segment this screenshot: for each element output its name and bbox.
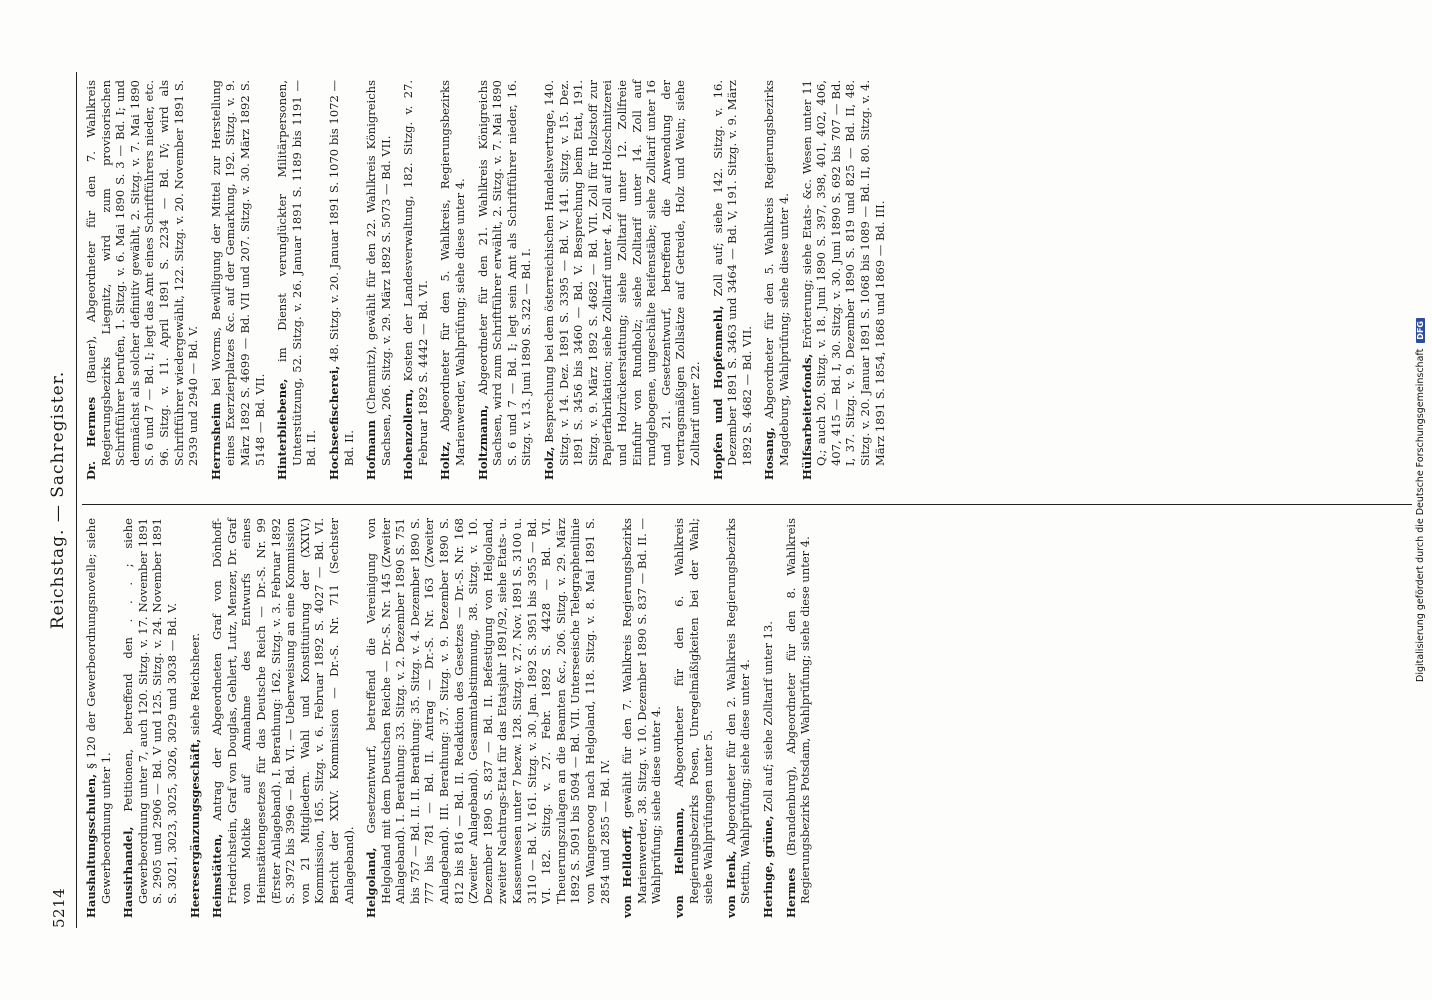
entry-keyword: Heringe, grüne, (760, 815, 775, 918)
entry-text: siehe Reichsheer. (187, 633, 202, 739)
entry-text: 48. Sitzg. v. 20. Januar 1891 S. 1070 bis 1072 — Bd. II. (326, 80, 356, 466)
entry-keyword: Haushaltungsschulen, (84, 773, 98, 918)
index-entry (121, 518, 179, 918)
entry-text: § 120 der Gewerbeordnungsnovelle; siehe Gewerbeordnung unter 1. (84, 518, 113, 904)
entry-keyword: Holz, (542, 446, 557, 480)
entry-text: gewählt für den 7. Wahlkreis Regierungsbezirks Marienwerder, 38. Sitzg. v. 10. Dezember 1890 S. 837 — Bd. II. — Wahlprüfung; siehe diese unter 4. (620, 518, 664, 904)
entry-text: Abgeordneter für den 2. Wahlkreis Regierungsbezirks Stettin, Wahlprüfung; siehe diese unter 4. (723, 518, 753, 904)
entry-keyword: Hohenzollern, (401, 388, 416, 480)
entry-keyword: Hermes (783, 867, 798, 918)
entry-keyword: Hausirhandel, (121, 826, 136, 918)
entry-keyword: Hinterbliebene, (275, 378, 290, 480)
left-column (84, 518, 821, 918)
page-number: 5214 (50, 887, 68, 928)
entry-text: Erörterung; siehe Etats- &c. Wesen unter 11 Q.; auch 20. Sitzg. v. 18. Juni 1890 S. 397, 398, 401, 402, 406, 407, 415 — Bd. I, 30. Sitzg. v. 30. Juni 1890 S. 692 bis 707 — Bd. I, 37. Sitzg. v. 9. Dezember 1890 S. 819 und 825 — Bd. II, 48. Sitzg. v. 20. Januar 1891 S. 1068 bis 1089 — Bd. II, 80. Sitzg. v. 4. März 1891 S. 1854, 1868 und 1869 — Bd. III. (799, 80, 887, 466)
entry-text: Besprechung bei dem österreichischen Handelsvertrage, 140. Sitzg. v. 14. Dez. 1891 S. 3395 — Bd. V. 141. Sitzg. v. 15. Dez. 1891 S. 3456 bis 3460 — Bd. V. Besprechung beim Etat, 191. Sitzg. v. 9. März 1892 S. 4682 — Bd. VII. Zoll für Holzstoff zur Papierfabrikation; siehe Zolltarif unter 4. Zoll auf Holzschnitzerei und Holzrückerstattung; siehe Zolltarif unter 12. Zollfreie Einfuhr von Rundholz; siehe Zolltarif unter 14. Zoll auf rundgebogene, ungeschälte Reifenstäbe; siehe Zolltarif unter 16 und 21. Gesetzentwurf, betreffend die Anwendung der vertragsmäßigen Zollsätze auf Getreide, Holz und Wein; siehe Zolltarif unter 22. (542, 80, 702, 466)
entry-keyword: Hopfen und Hopfenmehl, (710, 305, 725, 480)
index-entry (711, 80, 755, 480)
index-entry (327, 80, 356, 480)
entry-text: Gesetzentwurf, betreffend die Vereinigung von Helgoland mit dem Deutschen Reiche — Dr.-S. Nr. 145 (Zweiter Anlageband). I. Berathung: 33. Sitzg. v. 2. Dezember 1890 S. 751 bis 757 — Bd. II. II. Berathung: 35. Sitzg. v. 4. Dezember 1890 S. 777 bis 781 — Bd. II. Antrag — Dr.-S. Nr. 163 (Zweiter Anlageband). III. Berathung: 37. Sitzg. v. 9. Dezember 1890 S. 812 bis 816 — Bd. II. Redaktion des Gesetzes — Dr.-S. Nr. 168 (Zweiter Anlageband). Gesammtabstimmung, 38. Sitzg. v. 10. Dezember 1890 S. 837 — Bd. II. Befestigung von Helgoland, zweiter Nachtrags-Etat für das Etatsjahr 1891/92, siehe Etats- u. Kassenwesen unter 7 bezw. 128. Sitzg. v. 27. Nov. 1891 S. 3100 u. 3110 — Bd. V. 161. Sitzg. v. 30. Jan. 1892 S. 3951 bis 3955 — Bd. VI. 182. Sitzg. v. 27. Febr. 1892 S. 4428 — Bd. VI. Theuerungszulagen an die Beamten &c., 206. Sitzg. v. 29. März 1892 S. 5091 bis 5094 — Bd. VII. Unterseeische Telegraphenlinie von Wangerooog nach Helgoland, 118. Sitzg. v. 8. Mai 1891 S. 2854 und 2855 — Bd. IV. (364, 518, 612, 904)
entry-text: Abgeordneter für den 5. Wahlkreis Regierungsbezirks Magdeburg, Wahlprüfung; siehe diese unter 4. (762, 80, 791, 466)
column-divider (82, 504, 1412, 505)
entry-keyword: Hülfsarbeiterfonds, (799, 353, 814, 480)
entry-text: (Chemnitz), gewählt für den 22. Wahlkreis Königreichs Sachsen, 206. Sitzg. v. 29. März 1892 S. 5073 — Bd. VII. (364, 80, 393, 466)
index-entry (724, 518, 753, 918)
entry-text: (Brandenburg), Abgeordneter für den 8. Wahlkreis Regierungsbezirks Potsdam, Wahlprüfung; siehe diese unter 4. (783, 518, 813, 904)
index-entry (542, 80, 703, 480)
page-header (44, 72, 74, 928)
entry-keyword: Holtzmann, (475, 404, 490, 480)
entry-keyword: von Helldorff, (620, 825, 635, 918)
index-entry (188, 518, 203, 918)
entry-keyword: Dr. Hermes (84, 396, 98, 480)
entry-text: Zoll auf; siehe 142. Sitzg. v. 16. Dezember 1891 S. 3463 und 3464 — Bd. V, 191. Sitzg. v. 9. März 1892 S. 4682 — Bd. VII. (710, 80, 754, 466)
index-entry (275, 80, 319, 480)
entry-keyword: Helgoland, (364, 847, 379, 918)
entry-text: Petitionen, betreffend den . . . ; siehe Gewerbeordnung unter 7, auch 120. Sitzg. v. 17. November 1891 S. 2905 und 2906 — Bd. V und 125. Sitzg. v. 24. November 1891 S. 3021, 3023, 3025, 3026, 3029 und 3038 — Bd. V. (121, 518, 179, 904)
entry-keyword: Heeresergänzungsgeschäft, (187, 738, 202, 918)
digitization-credit (1415, 0, 1426, 1000)
index-entry (209, 80, 267, 480)
index-entry (784, 518, 813, 918)
entry-keyword: Holtz, (438, 441, 453, 480)
right-column (84, 80, 895, 480)
entry-keyword: Hofmann (364, 420, 379, 480)
index-entry (800, 80, 888, 480)
entry-keyword: Hosang, (762, 427, 777, 480)
dfg-logo: DFG (1416, 318, 1425, 343)
index-entry (620, 518, 664, 918)
entry-text: Zoll auf; siehe Zolltarif unter 13. (760, 621, 775, 816)
running-title: Reichstag. — Sachregister. (48, 370, 68, 630)
entry-text: Abgeordneter für den 6. Wahlkreis Regierungsbezirks Posen, Unregelmäßigkeiten bei der Wahl; siehe Wahlprüfungen unter 5. (671, 518, 716, 904)
index-entry (762, 80, 791, 480)
entry-keyword: von Hellmann, (671, 807, 686, 918)
index-entry (672, 518, 716, 918)
credit-text: Digitalisierung gefördert durch die Deutsche Forschungsgemeinschaft (1415, 348, 1426, 682)
entry-text: Antrag der Abgeordneten Graf von Dönhoff-Friedrichstein, Graf von Douglas, Gehlert, Lutz, Menzer, Dr. Graf von Moltke auf Annahme des Entwurfs eines Heimstättengesetzes für das Deutsche Reich — Dr.-S. Nr. 99 (Erster Anlageband). I. Berathung: 162. Sitzg. v. 3. Februar 1892 S. 3972 bis 3996 — Bd. VI. — Ueberweisung an eine Kommission von 21 Mitgliedern. Wahl und Konstituirung der (XXIV.) Kommission, 165. Sitzg. v. 6. Februar 1892 S. 4027 — Bd. VI. Bericht der XXIV. Kommission — Dr.-S. Nr. 711 (Sechster Anlageband). (210, 518, 356, 904)
entry-text: Kosten der Landesverwaltung, 182. Sitzg. v. 27. Februar 1892 S. 4442 — Bd. VI. (401, 80, 430, 466)
entry-text: (Bauer), Abgeordneter für den 7. Wahlkreis Regierungsbezirks Liegnitz, wird zum provisorischen Schriftführer berufen, 1. Sitzg. v. 6. Mai 1890 S. 3 — Bd. I; und demnächst als solcher definitiv gewählt, 2. Sitzg. v. 7. Mai 1890 S. 6 und 7 — Bd. I; legt das Amt eines Schriftführers nieder, etc. 96. Sitzg. v. 11. April 1891 S. 2234 — Bd. IV; wird als Schriftführer wiedergewählt, 122. Sitzg. v. 20. November 1891 S. 2939 und 2940 — Bd. V. (84, 79, 201, 466)
header-rule (76, 72, 77, 928)
entry-keyword: von Henk, (723, 850, 738, 918)
entry-text: Abgeordneter für den 5. Wahlkreis, Regierungsbezirks Marienwerder, Wahlprüfung; siehe diese unter 4. (438, 80, 468, 466)
index-entry (84, 80, 201, 480)
index-entry (364, 518, 612, 918)
index-entry (401, 80, 430, 480)
index-entry (210, 518, 356, 918)
entry-keyword: Hochseefischerei, (326, 365, 341, 480)
index-entry (476, 80, 534, 480)
entry-keyword: Heimstätten, (210, 833, 225, 918)
entry-text: Abgeordneter für den 21. Wahlkreis Königreichs Sachsen, wird zum Schriftführer erwählt, 2. Sitzg. v. 7. Mai 1890 S. 6 und 7 — Bd. I; legt sein Amt als Schriftführer nieder, 16. Sitzg. v. 13. Juni 1890 S. 322 — Bd. I. (475, 80, 534, 466)
index-entry (438, 80, 467, 480)
index-entry (364, 80, 393, 480)
index-entry (761, 518, 776, 918)
entry-text: im Dienst verunglückter Militärpersonen, Unterstützung, 52. Sitzg. v. 26. Januar 1891 S. 1189 bis 1191 — Bd. II. (275, 80, 319, 466)
entry-keyword: Herrnsheim (208, 402, 223, 480)
entry-text: bei Worms, Bewilligung der Mittel zur Herstellung eines Exerzierplatzes &c. auf der Gemarkung, 192. Sitzg. v. 9. März 1892 S. 4699 — Bd. VII und 207. Sitzg. v. 30. März 1892 S. 5148 — Bd. VII. (208, 80, 267, 466)
index-entry (84, 518, 113, 918)
